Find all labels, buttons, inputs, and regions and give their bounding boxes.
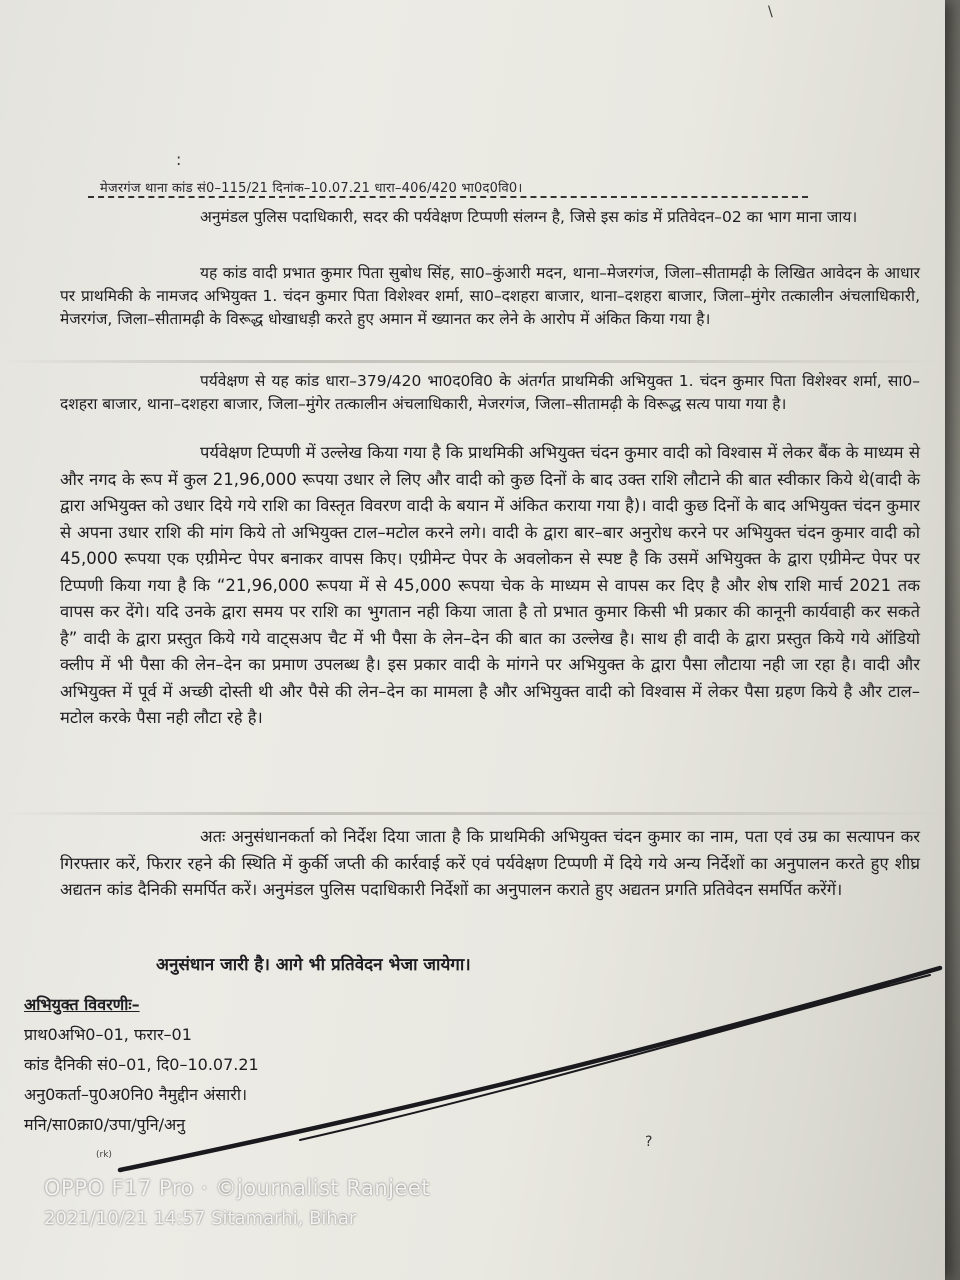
camera-watermark-datetime-location: 2021/10/21 14:57 Sitamarhi, Bihar bbox=[44, 1208, 357, 1229]
accused-details-line: अनु0कर्ता–पु0अ0नि0 नैमुद्दीन अंसारी। bbox=[24, 1085, 248, 1104]
accused-details-line: प्राथ0अभि0–01, फरार–01 bbox=[24, 1025, 192, 1044]
paper-crease bbox=[0, 812, 945, 815]
paragraph-supervision-finding: पर्यवेक्षण से यह कांड धारा–379/420 भा0द0वि0 के अंतर्गत प्राथमिकी अभियुक्त 1. चंदन कुमार पिता विशेश्वर शर्मा, सा0–दशहरा बाजार, थाना–दशहरा बाजार, जिला–मुंगेर तत्कालीन अंचलाधिकारी, मेजरगंज, जिला–सीतामढ़ी के विरूद्ध सत्य पाया गया है। bbox=[60, 372, 920, 413]
corner-mark: \ bbox=[768, 4, 773, 20]
paragraph-directions: अतः अनुसंधानकर्ता को निर्देश दिया जाता है कि प्राथमिकी अभियुक्त चंदन कुमार का नाम, पता एवं उम्र का सत्यापन कर गिरफ्तार करें, फिरार रहने की स्थिति में कुर्की जप्ती की कार्रवाई करें एवं पर्यवेक्षण टिप्पणी में दिये गये अन्य निर्देशों का अनुपालन करते हुए शीघ्र अद्यतन कांड दैनिकी समर्पित करें। अनुमंडल पुलिस पदाधिकारी निर्देशों का अनुपालन कराते हुए अद्यतन प्रगति प्रतिवेदन समर्पित करेंगें। bbox=[60, 827, 920, 899]
typist-initials: (rk) bbox=[96, 1150, 112, 1160]
paragraph-supervision-note: अनुमंडल पुलिस पदाधिकारी, सदर की पर्यवेक्षण टिप्पणी संलग्न है, जिसे इस कांड में प्रतिवेदन–02 का भाग माना जाय। bbox=[200, 208, 858, 226]
case-reference-line: मेजरगंज थाना कांड सं0–115/21 दिनांक–10.07.21 धारा–406/420 भा0द0वि0। bbox=[100, 181, 523, 196]
dashed-divider bbox=[88, 196, 808, 198]
stray-mark: ? bbox=[645, 1134, 653, 1150]
closing-statement: अनुसंधान जारी है। आगे भी प्रतिवेदन भेजा जायेगा। bbox=[156, 955, 471, 975]
paragraph-supervision-details: पर्यवेक्षण टिप्पणी में उल्लेख किया गया है कि प्राथमिकी अभियुक्त चंदन कुमार वादी को विश्वास में लेकर बैंक के माध्यम से और नगद के रूप में कुल 21,96,000 रूपया उधार ले लिए और वादी को कुछ दिनों के बाद उक्त राशि लौटाने की बात स्वीकार किये थे(वादी के द्वारा अभियुक्त को उधार दिये गये राशि का विस्तृत विवरण वादी के बयान में अंकित कराया गया है)। वादी कुछ दिनों के बाद अभियुक्त चंदन कुमार से अपना उधार राशि की मांग किये तो अभियुक्त टाल–मटोल करने लगे। वादी के द्वारा बार–बार अनुरोध करने पर अभियुक्त चंदन कुमार वादी को 45,000 रूपया एक एग्रीमेन्ट पेपर बनाकर वापस किए। एग्रीमेन्ट पेपर के अवलोकन से स्पष्ट है कि उसमें अभियुक्त के द्वारा एग्रीमेन्ट पेपर पर टिप्पणी किया गया है कि “21,96,000 रूपया में से 45,000 रूपया चेक के माध्यम से वापस कर दिए है और शेष राशि मार्च 2021 तक वापस कर देंगे। यदि उनके द्वारा समय पर राशि का भुगतान नही किया जाता है तो प्रभात कुमार किसी भी प्रकार की कानूनी कार्यवाही कर सकते है” वादी के द्वारा प्रस्तुत किये गये वाट्सअप चैट में भी पैसा के लेन–देन की बात का उल्लेख है। साथ ही वादी के द्वारा प्रस्तुत किये गये ऑडियो क्लीप में भी पैसा की लेन–देन का प्रमाण उपलब्ध है। इस प्रकार वादी के मांगने पर अभियुक्त के द्वारा पैसा लौटाया नही जा रहा है। वादी और अभियुक्त में पूर्व में अच्छी दोस्ती थी और पैसे की लेन–देन का मामला है और अभियुक्त वादी को विश्वास में लेकर पैसा ग्रहण किये है और टाल–मटोल करके पैसा नही लौटा रहे है। bbox=[60, 443, 920, 727]
paragraph-case-background: यह कांड वादी प्रभात कुमार पिता सुबोध सिंह, सा0–कुंआरी मदन, थाना–मेजरगंज, जिला–सीतामढ़ी के लिखित आवेदन के आधार पर प्राथमिकी के नामजद अभियुक्त 1. चंदन कुमार पिता विशेश्वर शर्मा, सा0–दशहरा बाजार, थाना–दशहरा बाजार, जिला–मुंगेर तत्कालीन अंचलाधिकारी, मेजरगंज, जिला–सीतामढ़ी के विरूद्ध धोखाधड़ी करते हुए अमान में ख्यानत कर लेने के आरोप में अंकित किया गया है। bbox=[60, 264, 920, 328]
dot-mark: : bbox=[176, 150, 182, 169]
camera-watermark bbox=[44, 1176, 430, 1229]
accused-details bbox=[24, 990, 259, 1140]
accused-details-line: मनि/सा0क्रा0/उपा/पुनि/अनु bbox=[24, 1115, 186, 1134]
paper-crease bbox=[0, 360, 945, 363]
accused-details-line: कांड दैनिकी सं0–01, दि0–10.07.21 bbox=[24, 1055, 259, 1074]
camera-watermark-device: OPPO F17 Pro · ©journalist Ranjeet bbox=[44, 1176, 431, 1200]
accused-details-heading: अभियुक्त विवरणीः– bbox=[24, 995, 140, 1014]
